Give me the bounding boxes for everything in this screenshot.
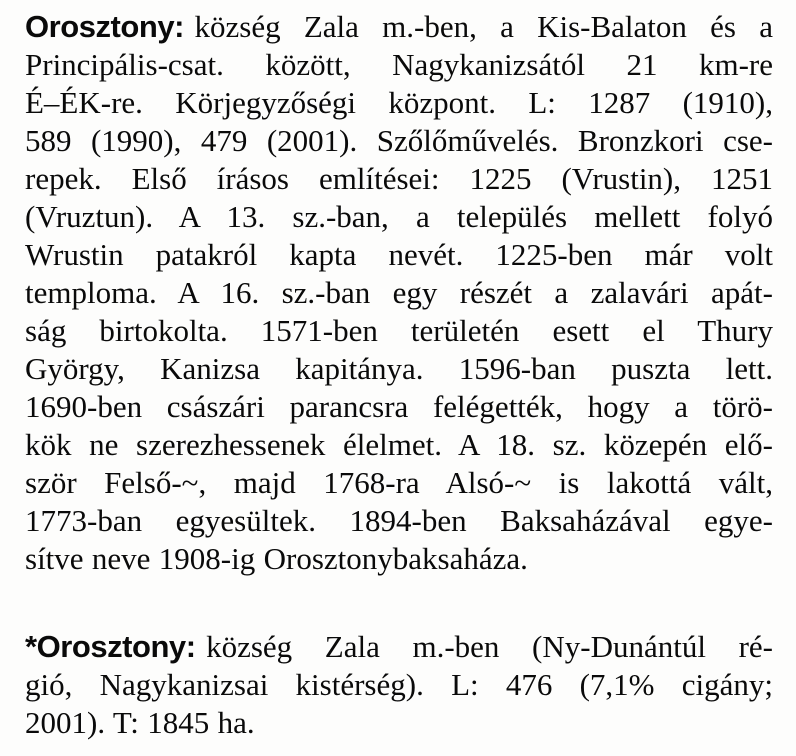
body-line: 589 (1990), 479 (2001). Szőlőművelés. Bronzkori cse- [25, 123, 773, 158]
entry-orosztony-starred [25, 628, 773, 742]
entry-headword: *Orosztony: [25, 629, 196, 664]
body-line-last: sítve neve 1908-ig Orosztonybaksaháza. [25, 541, 528, 576]
body-line-last: 2001). T: 1845 ha. [25, 705, 255, 740]
body-line: É–ÉK-re. Körjegyzőségi központ. L: 1287 (1910), [25, 85, 773, 120]
body-line: ször Felső-~, majd 1768-ra Alsó-~ is lakottá vált, [25, 465, 773, 500]
body-line: gió, Nagykanizsai kistérség). L: 476 (7,1% cigány; [25, 667, 773, 702]
entry-first-line-text: község Zala m.-ben, a Kis-Balaton és a [194, 9, 773, 44]
body-line: temploma. A 16. sz.-ban egy részét a zalavári apát- [25, 275, 773, 310]
entry-first-line [25, 8, 773, 46]
body-line: ság birtokolta. 1571-ben területén esett el Thury [25, 313, 773, 348]
body-line: György, Kanizsa kapitánya. 1596-ban puszta lett. [25, 351, 773, 386]
body-line: 1690-ben császári parancsra felégették, hogy a törö- [25, 389, 773, 424]
entry-headword: Orosztony: [25, 9, 184, 44]
body-line: Principális-csat. között, Nagykanizsától 21 km-re [25, 47, 773, 82]
body-line: repek. Első írásos említései: 1225 (Vrustin), 1251 [25, 161, 773, 196]
body-line: kök ne szerezhessenek élelmet. A 18. sz. közepén elő- [25, 427, 773, 462]
body-line: Wrustin patakról kapta nevét. 1225-ben már volt [25, 237, 773, 272]
entry-first-line-text: község Zala m.-ben (Ny-Dunántúl ré- [206, 629, 773, 664]
entry-orosztony [25, 8, 773, 578]
body-line: (Vruztun). A 13. sz.-ban, a település mellett folyó [25, 199, 773, 234]
entry-first-line [25, 628, 773, 666]
body-line: 1773-ban egyesültek. 1894-ben Baksaházával egye- [25, 503, 773, 538]
